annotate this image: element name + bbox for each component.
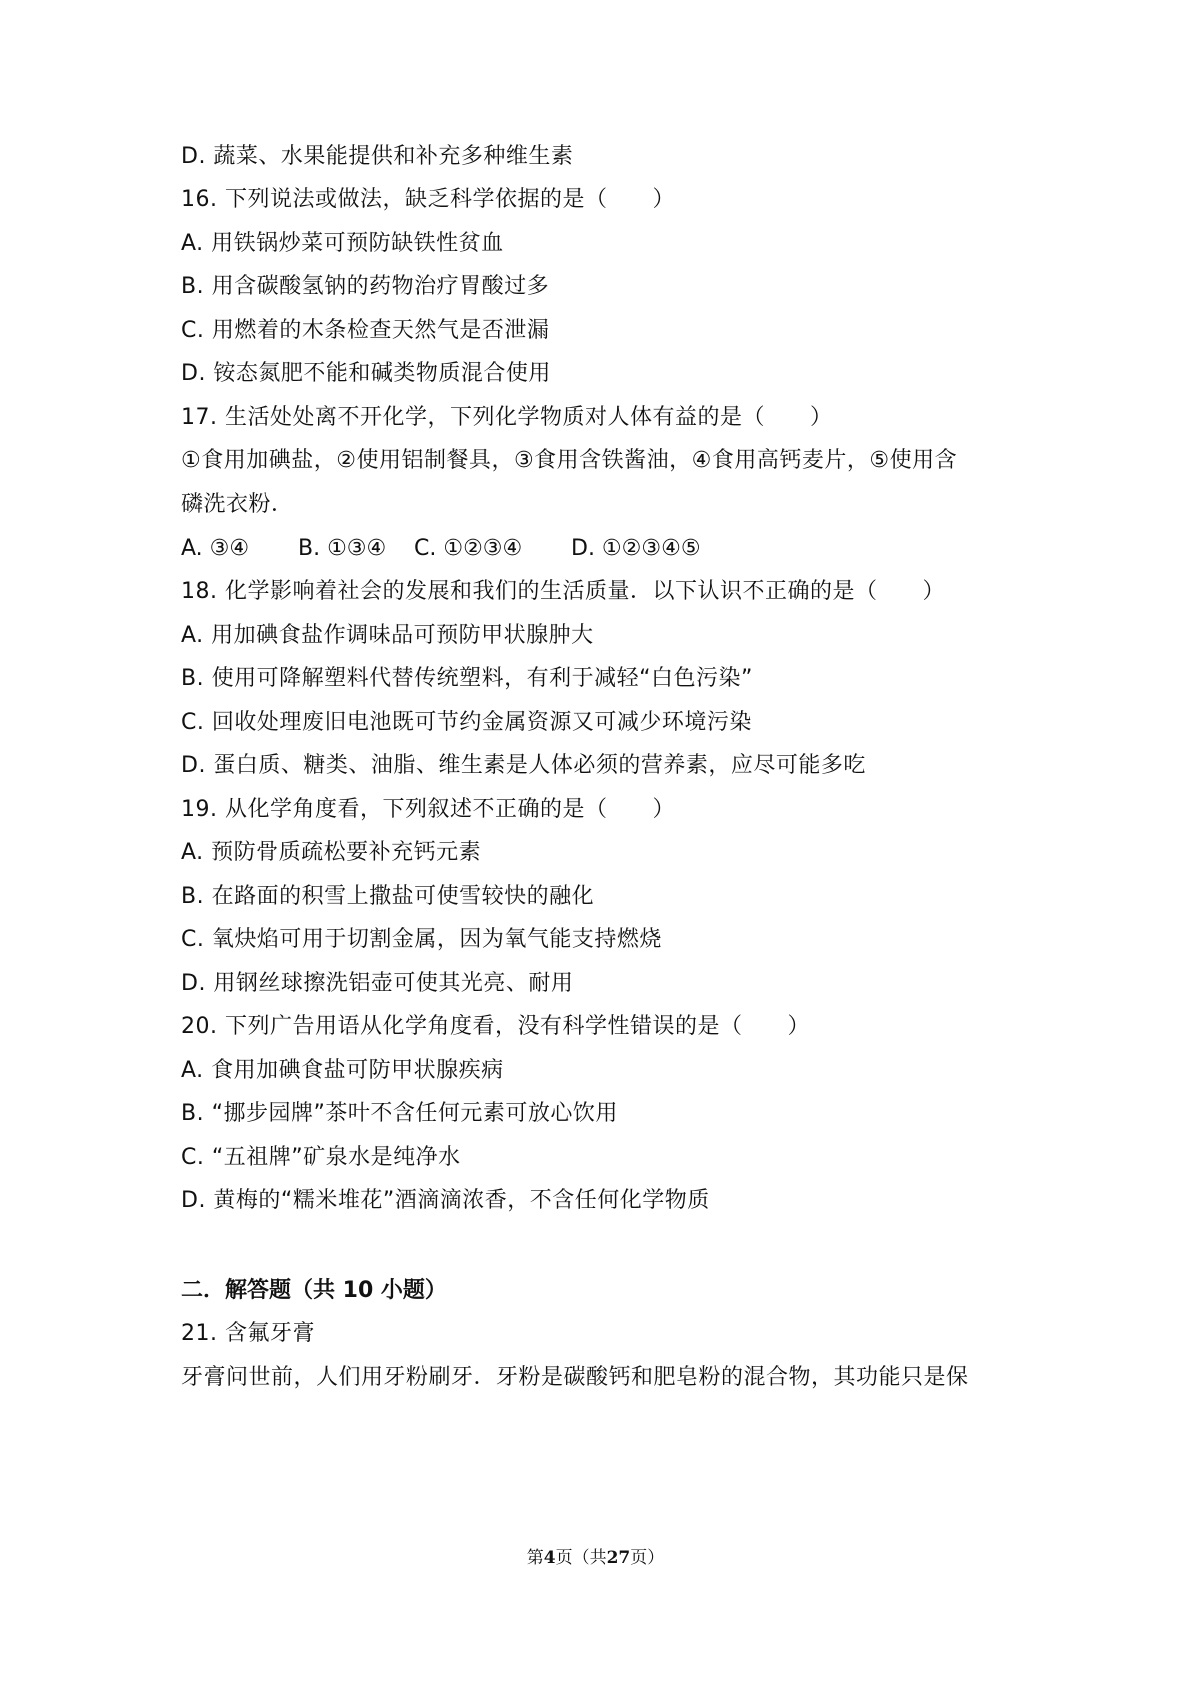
q19-option-c: C. 氧炔焰可用于切割金属，因为氧气能支持燃烧: [181, 927, 662, 952]
q20-option-a: A. 食用加碘食盐可防甲状腺疾病: [181, 1058, 504, 1083]
q17-option-c: C. ①②③④: [414, 536, 523, 561]
q19-option-b: B. 在路面的积雪上撒盐可使雪较快的融化: [181, 884, 595, 909]
q20-option-d: D. 黄梅的“糯米堆花”酒滴滴浓香，不含任何化学物质: [181, 1188, 710, 1213]
q17-line-1: ①食用加碘盐，②使用铝制餐具，③食用含铁酱油，④食用高钙麦片，⑤使用含: [181, 448, 958, 473]
q16-option-a: A. 用铁锅炒菜可预防缺铁性贫血: [181, 231, 504, 256]
q21-stem: 21. 含氟牙膏: [181, 1321, 315, 1346]
q20-option-c: C. “五祖牌”矿泉水是纯净水: [181, 1145, 461, 1170]
q18-option-c: C. 回收处理废旧电池既可节约金属资源又可减少环境污染: [181, 710, 752, 735]
q16-option-b: B. 用含碳酸氢钠的药物治疗胃酸过多: [181, 274, 550, 299]
section-title: 二．解答题（共 10 小题）: [181, 1278, 447, 1303]
q21-line-1: 牙膏问世前，人们用牙粉刷牙．牙粉是碳酸钙和肥皂粉的混合物，其功能只是保: [181, 1365, 969, 1390]
footer-suffix: 页）: [630, 1548, 665, 1568]
q18-option-d: D. 蛋白质、糖类、油脂、维生素是人体必须的营养素，应尽可能多吃: [181, 753, 866, 778]
q19-option-d: D. 用钢丝球擦洗铝壶可使其光亮、耐用: [181, 971, 574, 996]
q16-option-c: C. 用燃着的木条检查天然气是否泄漏: [181, 318, 550, 343]
footer-page-number: 4: [543, 1548, 556, 1568]
q19-option-a: A. 预防骨质疏松要补充钙元素: [181, 840, 482, 865]
q17-option-d: D. ①②③④⑤: [571, 536, 701, 561]
q18-stem: 18. 化学影响着社会的发展和我们的生活质量．以下认识不正确的是（ ）: [181, 579, 945, 604]
q18-option-b: B. 使用可降解塑料代替传统塑料，有利于减轻“白色污染”: [181, 666, 753, 691]
q17-option-b: B. ①③④: [298, 536, 387, 561]
q16-option-d: D. 铵态氮肥不能和碱类物质混合使用: [181, 361, 551, 386]
q20-stem: 20. 下列广告用语从化学角度看，没有科学性错误的是（ ）: [181, 1014, 810, 1039]
footer-prefix: 第: [526, 1548, 544, 1568]
q17-option-a: A. ③④: [181, 536, 250, 561]
footer-total-pages: 27: [606, 1548, 631, 1568]
q15-option-d: D. 蔬菜、水果能提供和补充多种维生素: [181, 144, 574, 169]
q16-stem: 16. 下列说法或做法，缺乏科学依据的是（ ）: [181, 187, 675, 212]
q18-option-a: A. 用加碘食盐作调味品可预防甲状腺肿大: [181, 623, 594, 648]
page-footer: [0, 1546, 1191, 1570]
q17-stem: 17. 生活处处离不开化学，下列化学物质对人体有益的是（ ）: [181, 405, 833, 430]
footer-middle: 页（共: [555, 1548, 607, 1568]
q17-line-2: 磷洗衣粉．: [181, 492, 294, 517]
q20-option-b: B. “挪步园牌”茶叶不含任何元素可放心饮用: [181, 1101, 618, 1126]
q19-stem: 19. 从化学角度看，下列叙述不正确的是（ ）: [181, 797, 675, 822]
